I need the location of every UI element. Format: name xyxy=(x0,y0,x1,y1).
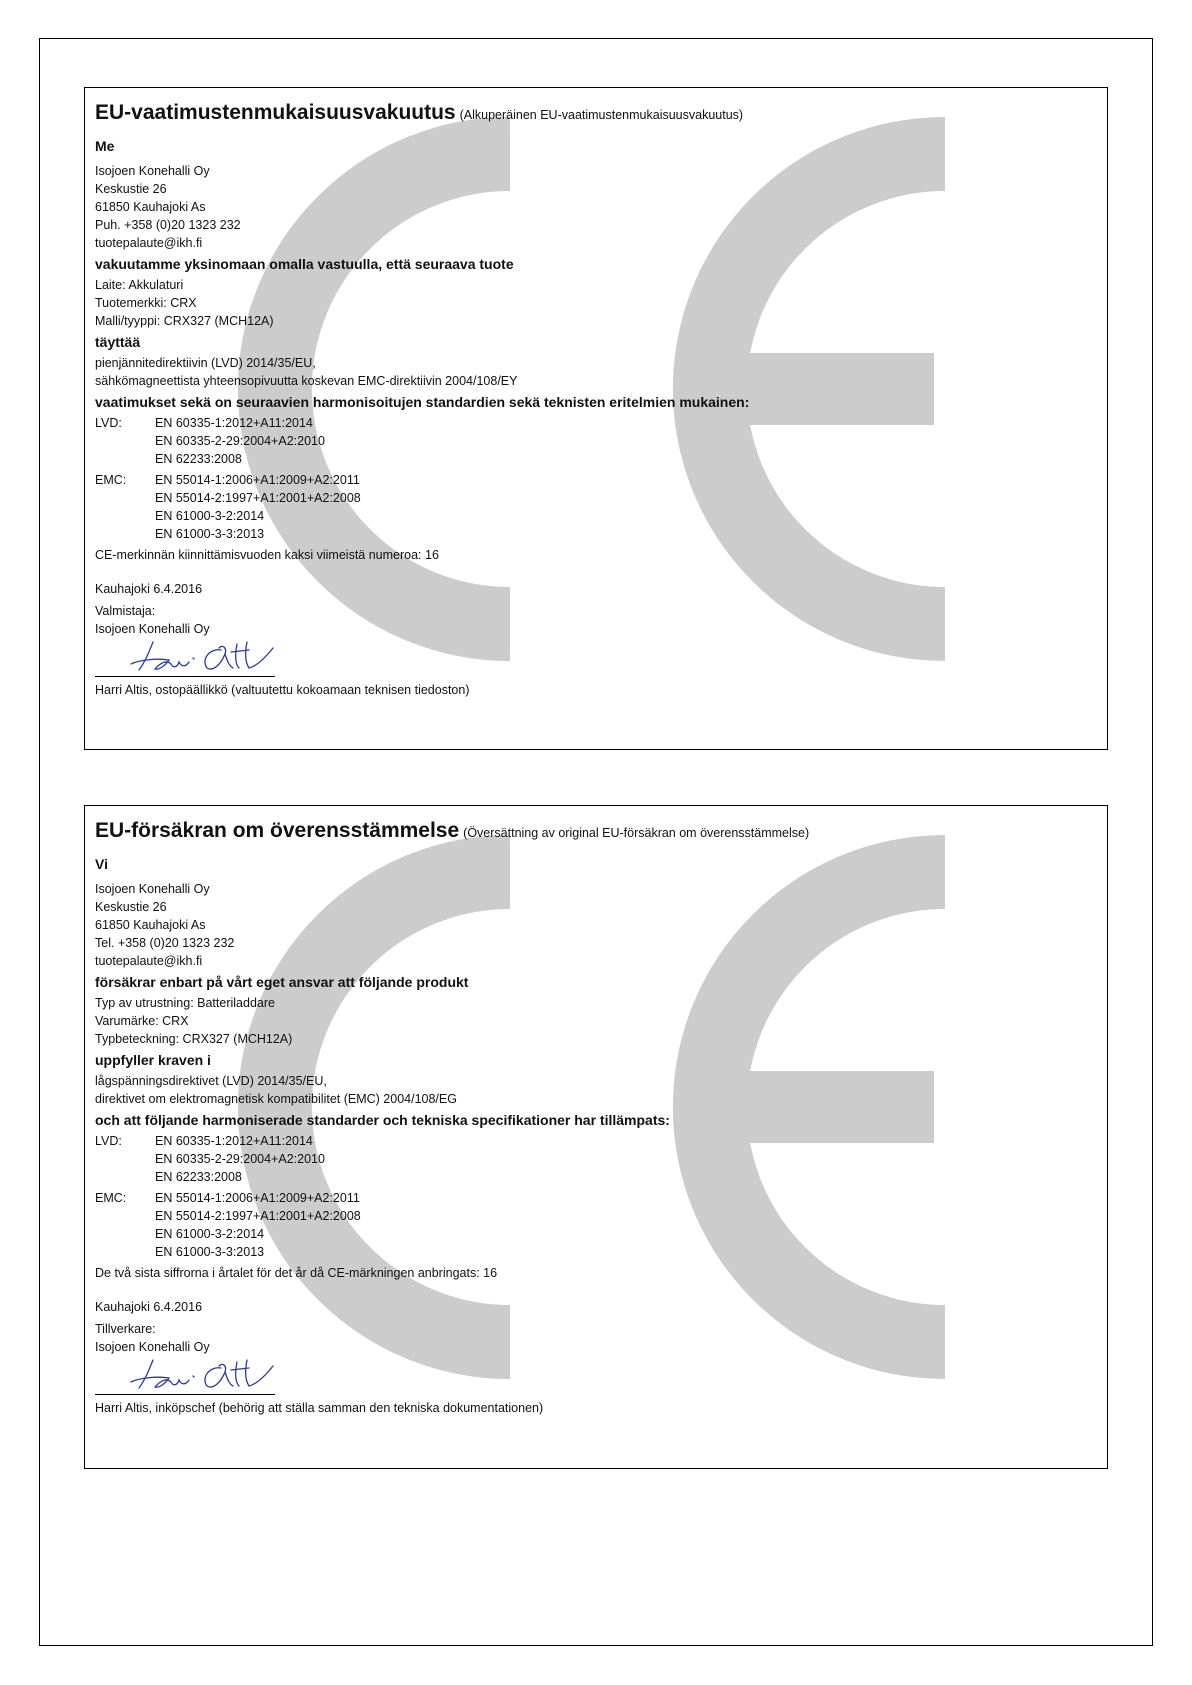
handwritten-signature xyxy=(109,1356,299,1392)
we-label: Me xyxy=(95,138,115,154)
signatory: Harri Altis, inköpschef (behörig att ställa samman den tekniska dokumentationen) xyxy=(95,1401,544,1415)
lvd-label: LVD: xyxy=(95,1134,122,1148)
product-info xyxy=(95,276,1097,330)
manufacturer-name: Isojoen Konehalli Oy xyxy=(95,1340,210,1354)
declaration-subtitle: (Alkuperäinen EU-vaatimustenmukaisuusvakuutus) xyxy=(459,108,744,122)
directive-line: lågspänningsdirektivet (LVD) 2014/35/EU, xyxy=(95,1074,327,1088)
we-label: Vi xyxy=(95,856,108,872)
address-line: Keskustie 26 xyxy=(95,900,167,914)
ce-year-note: De två sista siffrorna i årtalet för det år då CE-märkningen anbringats: 16 xyxy=(95,1266,498,1280)
declaration-fi-content xyxy=(95,100,1097,699)
standard-item: EN 60335-1:2012+A11:2014 xyxy=(155,416,313,430)
product-line: Typbeteckning: CRX327 (MCH12A) xyxy=(95,1032,293,1046)
declare-heading: försäkrar enbart på vårt eget ansvar att följande produkt xyxy=(95,974,469,990)
product-line: Typ av utrustning: Batteriladdare xyxy=(95,996,275,1010)
fulfils-heading: uppfyller kraven i xyxy=(95,1052,211,1068)
directives xyxy=(95,1072,1097,1108)
manufacturer-address xyxy=(95,880,1097,970)
lvd-label: LVD: xyxy=(95,416,122,430)
manufacturer-address xyxy=(95,162,1097,252)
standard-item: EN 55014-2:1997+A1:2001+A2:2008 xyxy=(155,491,361,505)
address-line: Tel. +358 (0)20 1323 232 xyxy=(95,936,235,950)
product-line: Laite: Akkulaturi xyxy=(95,278,184,292)
declaration-sv xyxy=(84,805,1108,1469)
declaration-sv-content xyxy=(95,818,1097,1417)
directive-line: direktivet om elektromagnetisk kompatibilitet (EMC) 2004/108/EG xyxy=(95,1092,457,1106)
address-line: 61850 Kauhajoki As xyxy=(95,200,206,214)
standards-heading: och att följande harmoniserade standarder och tekniska specifikationer har tillämpats: xyxy=(95,1112,670,1128)
standard-item: EN 62233:2008 xyxy=(155,1170,242,1184)
standard-item: EN 55014-1:2006+A1:2009+A2:2011 xyxy=(155,1191,360,1205)
handwritten-signature xyxy=(109,638,299,674)
directives xyxy=(95,354,1097,390)
standard-item: EN 62233:2008 xyxy=(155,452,242,466)
declare-heading: vakuutamme yksinomaan omalla vastuulla, että seuraava tuote xyxy=(95,256,514,272)
standard-item: EN 61000-3-2:2014 xyxy=(155,1227,265,1241)
product-line: Varumärke: CRX xyxy=(95,1014,189,1028)
declaration-fi xyxy=(84,87,1108,750)
product-info xyxy=(95,994,1097,1048)
product-line: Malli/tyyppi: CRX327 (MCH12A) xyxy=(95,314,274,328)
declaration-title: EU-vaatimustenmukaisuusvakuutus xyxy=(95,101,456,124)
title-row xyxy=(95,818,1097,846)
emc-label: EMC: xyxy=(95,473,127,487)
fulfils-heading: täyttää xyxy=(95,334,141,350)
emc-label: EMC: xyxy=(95,1191,127,1205)
place-date: Kauhajoki 6.4.2016 xyxy=(95,582,203,596)
standard-item: EN 55014-1:2006+A1:2009+A2:2011 xyxy=(155,473,360,487)
address-line: Isojoen Konehalli Oy xyxy=(95,882,210,896)
lvd-standards xyxy=(95,1132,1097,1186)
manufacturer-label: Tillverkare: xyxy=(95,1322,156,1336)
address-line: 61850 Kauhajoki As xyxy=(95,918,206,932)
lvd-standards xyxy=(95,414,1097,468)
manufacturer-name: Isojoen Konehalli Oy xyxy=(95,622,210,636)
standard-item: EN 61000-3-3:2013 xyxy=(155,527,265,541)
address-line: Puh. +358 (0)20 1323 232 xyxy=(95,218,241,232)
product-line: Tuotemerkki: CRX xyxy=(95,296,197,310)
standard-item: EN 55014-2:1997+A1:2001+A2:2008 xyxy=(155,1209,361,1223)
emc-standards xyxy=(95,1189,1097,1261)
title-row xyxy=(95,100,1097,128)
signatory: Harri Altis, ostopäällikkö (valtuutettu kokoamaan teknisen tiedoston) xyxy=(95,683,470,697)
address-line: Isojoen Konehalli Oy xyxy=(95,164,210,178)
directive-line: pienjännitedirektiivin (LVD) 2014/35/EU, xyxy=(95,356,316,370)
standard-item: EN 60335-2-29:2004+A2:2010 xyxy=(155,1152,325,1166)
emc-standards xyxy=(95,471,1097,543)
ce-year-note: CE-merkinnän kiinnittämisvuoden kaksi viimeistä numeroa: 16 xyxy=(95,548,439,562)
standard-item: EN 61000-3-3:2013 xyxy=(155,1245,265,1259)
declaration-subtitle: (Översättning av original EU-försäkran om överensstämmelse) xyxy=(463,826,810,840)
directive-line: sähkömagneettista yhteensopivuutta koskevan EMC-direktiivin 2004/108/EY xyxy=(95,374,518,388)
address-line: tuotepalaute@ikh.fi xyxy=(95,954,203,968)
standard-item: EN 60335-1:2012+A11:2014 xyxy=(155,1134,313,1148)
address-line: tuotepalaute@ikh.fi xyxy=(95,236,203,250)
place-date: Kauhajoki 6.4.2016 xyxy=(95,1300,203,1314)
standard-item: EN 61000-3-2:2014 xyxy=(155,509,265,523)
address-line: Keskustie 26 xyxy=(95,182,167,196)
declaration-title: EU-försäkran om överensstämmelse xyxy=(95,819,460,842)
signature-line xyxy=(95,1394,275,1395)
signature-line xyxy=(95,676,275,677)
manufacturer-label: Valmistaja: xyxy=(95,604,156,618)
standard-item: EN 60335-2-29:2004+A2:2010 xyxy=(155,434,325,448)
standards-heading: vaatimukset sekä on seuraavien harmonisoitujen standardien sekä teknisten eritelmien mukainen: xyxy=(95,394,750,410)
